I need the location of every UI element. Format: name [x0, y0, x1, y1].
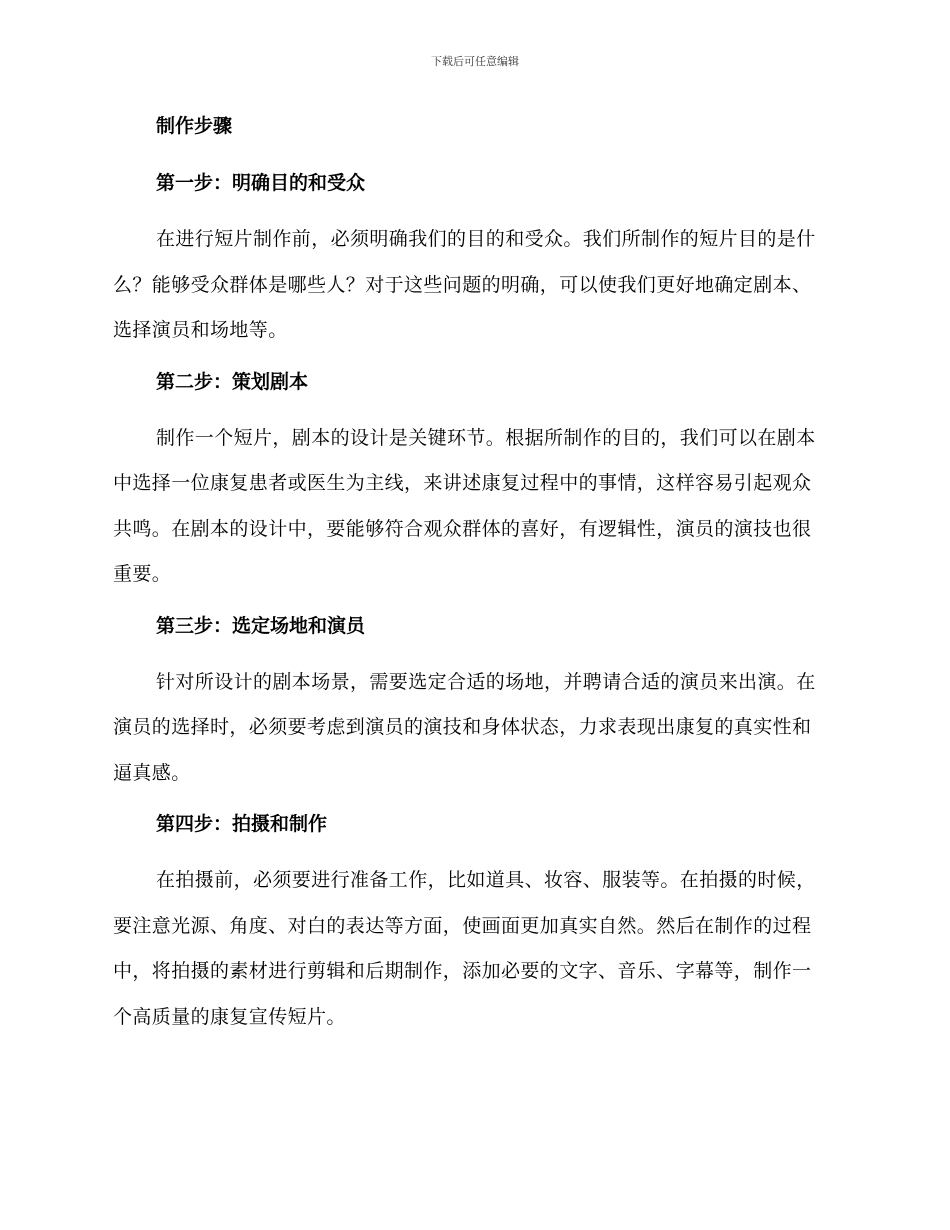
document-body	[113, 110, 829, 1052]
section-body-1: 在进行短片制作前，必须明确我们的目的和受众。我们所制作的短片目的是什么？能够受众群体是哪些人？对于这些问题的明确，可以使我们更好地确定剧本、选择演员和场地等。	[113, 228, 816, 341]
section-body-3: 针对所设计的剧本场景，需要选定合适的场地，并聘请合适的演员来出演。在演员的选择时，必须要考虑到演员的演技和身体状态，力求表现出康复的真实性和逼真感。	[113, 670, 816, 784]
section-heading-2: 第二步：策划剧本	[156, 370, 309, 393]
section-heading-4: 第四步：拍摄和制作	[156, 813, 328, 835]
section-heading-3: 第三步：选定场地和演员	[156, 614, 366, 637]
section-body-4: 在拍摄前，必须要进行准备工作，比如道具、妆容、服装等。在拍摄的时候，要注意光源、角度、对白的表达等方面，使画面更加真实自然。然后在制作的过程中，将拍摄的素材进行剪辑和后期制作，添加必要的文字、音乐、字幕等，制作一个高质量的康复宣传短片。	[113, 869, 816, 1028]
section-body-2: 制作一个短片，剧本的设计是关键环节。根据所制作的目的，我们可以在剧本中选择一位康复患者或医生为主线，来讲述康复过程中的事情，这样容易引起观众共鸣。在剧本的设计中，要能够符合观众群体的喜好，有逻辑性，演员的演技也很重要。	[113, 426, 816, 585]
header-note: 下载后可任意编辑	[431, 55, 519, 68]
document-title: 制作步骤	[156, 115, 233, 137]
section-heading-1: 第一步：明确目的和受众	[156, 172, 366, 194]
